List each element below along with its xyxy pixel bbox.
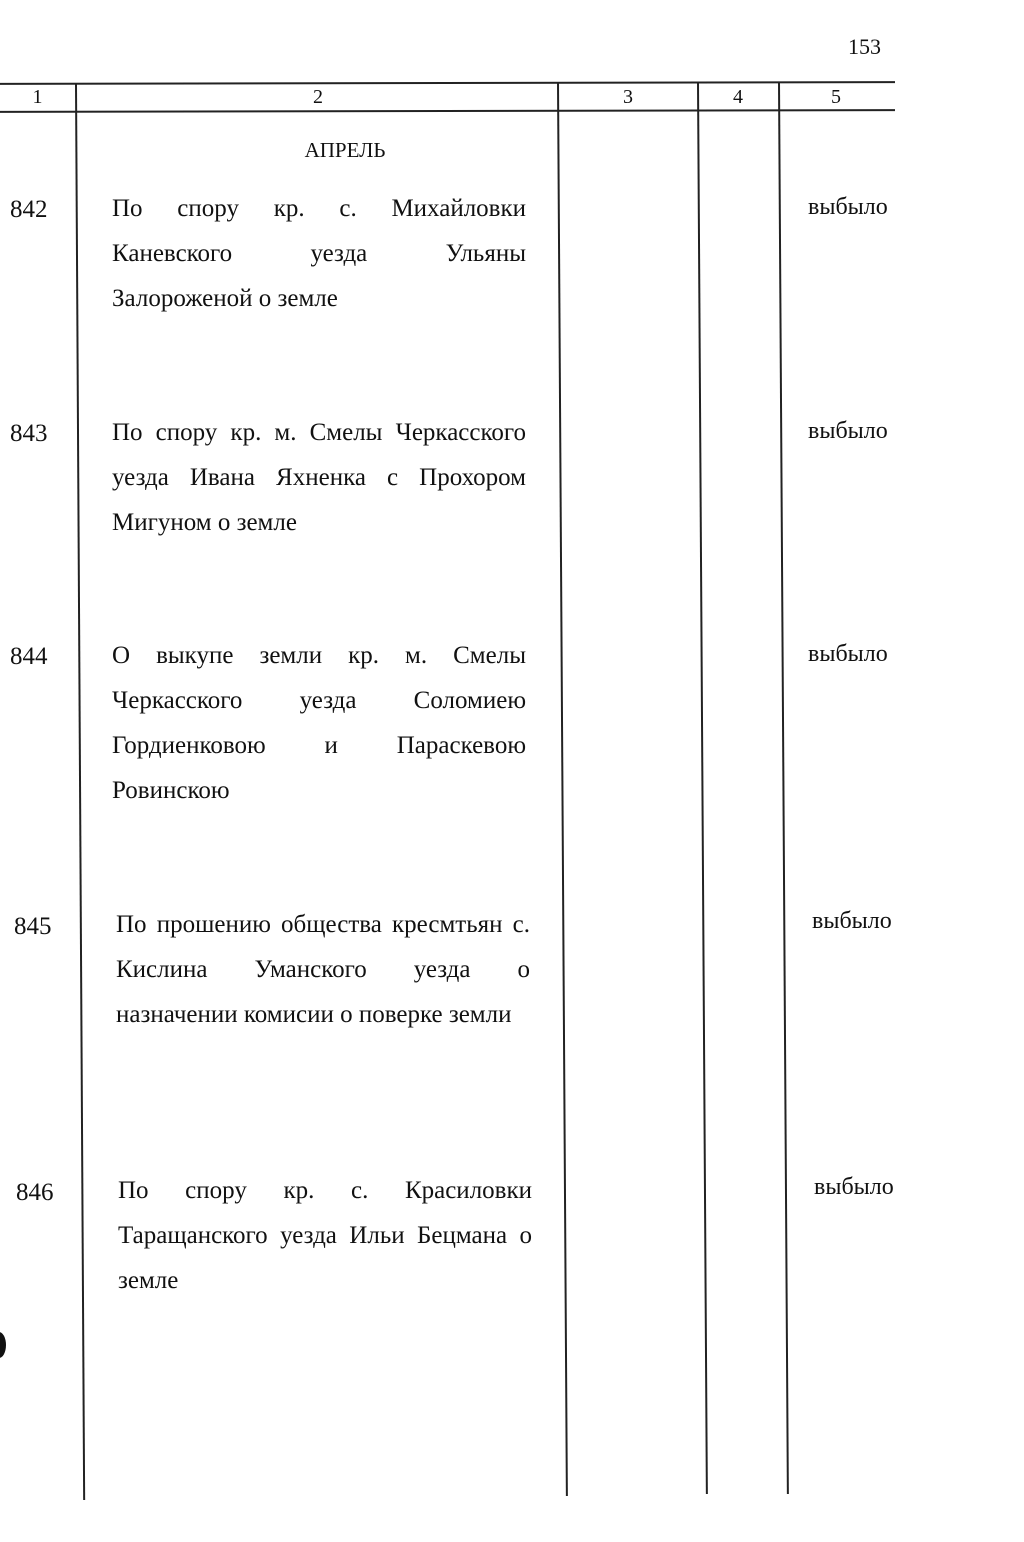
row-status: выбыло xyxy=(808,641,888,667)
row-description: О выкупе земли кр. м. Смелы Черкасского уезда Соломиею Гордиенковою и Параскевою Ровинскою xyxy=(112,642,526,804)
column-header-5: 5 xyxy=(831,86,841,108)
row-number: 845 xyxy=(14,913,52,940)
row-number: 842 xyxy=(10,196,48,223)
row-description: По спору кр. м. Смелы Черкасского уезда Ивана Яхненка с Прохором Мигуном о земле xyxy=(112,419,526,536)
page-number: 153 xyxy=(848,34,881,59)
row-description: По спору кр. с. Красиловки Таращанского уезда Ильи Бецмана о земле xyxy=(118,1177,532,1294)
row-status: выбыло xyxy=(808,194,888,220)
column-divider-3 xyxy=(697,82,707,1494)
row-number: 843 xyxy=(10,420,48,447)
row-description: По спору кр. с. Михайловки Каневского уезда Ульяны Залороженой о земле xyxy=(112,195,526,312)
row-number: 846 xyxy=(16,1179,54,1206)
column-header-4: 4 xyxy=(733,86,743,108)
row-description: По прошению общества кресмтьян с. Кислина Уманского уезда о назначении комисии о поверке земли xyxy=(116,911,530,1028)
column-header-2: 2 xyxy=(313,86,323,108)
row-status: выбыло xyxy=(812,908,892,934)
column-divider-1 xyxy=(75,84,85,1500)
column-divider-2 xyxy=(557,82,567,1496)
column-header-3: 3 xyxy=(623,86,633,108)
table-top-rule xyxy=(0,81,895,85)
column-header-1: 1 xyxy=(32,86,43,108)
row-status: выбыло xyxy=(814,1174,894,1200)
binding-hole-mark xyxy=(0,1332,6,1358)
row-status: выбыло xyxy=(808,418,888,444)
column-divider-4 xyxy=(778,82,788,1494)
row-number: 844 xyxy=(10,643,48,670)
table-header-rule xyxy=(0,109,895,113)
section-title: АПРЕЛЬ xyxy=(304,138,386,162)
